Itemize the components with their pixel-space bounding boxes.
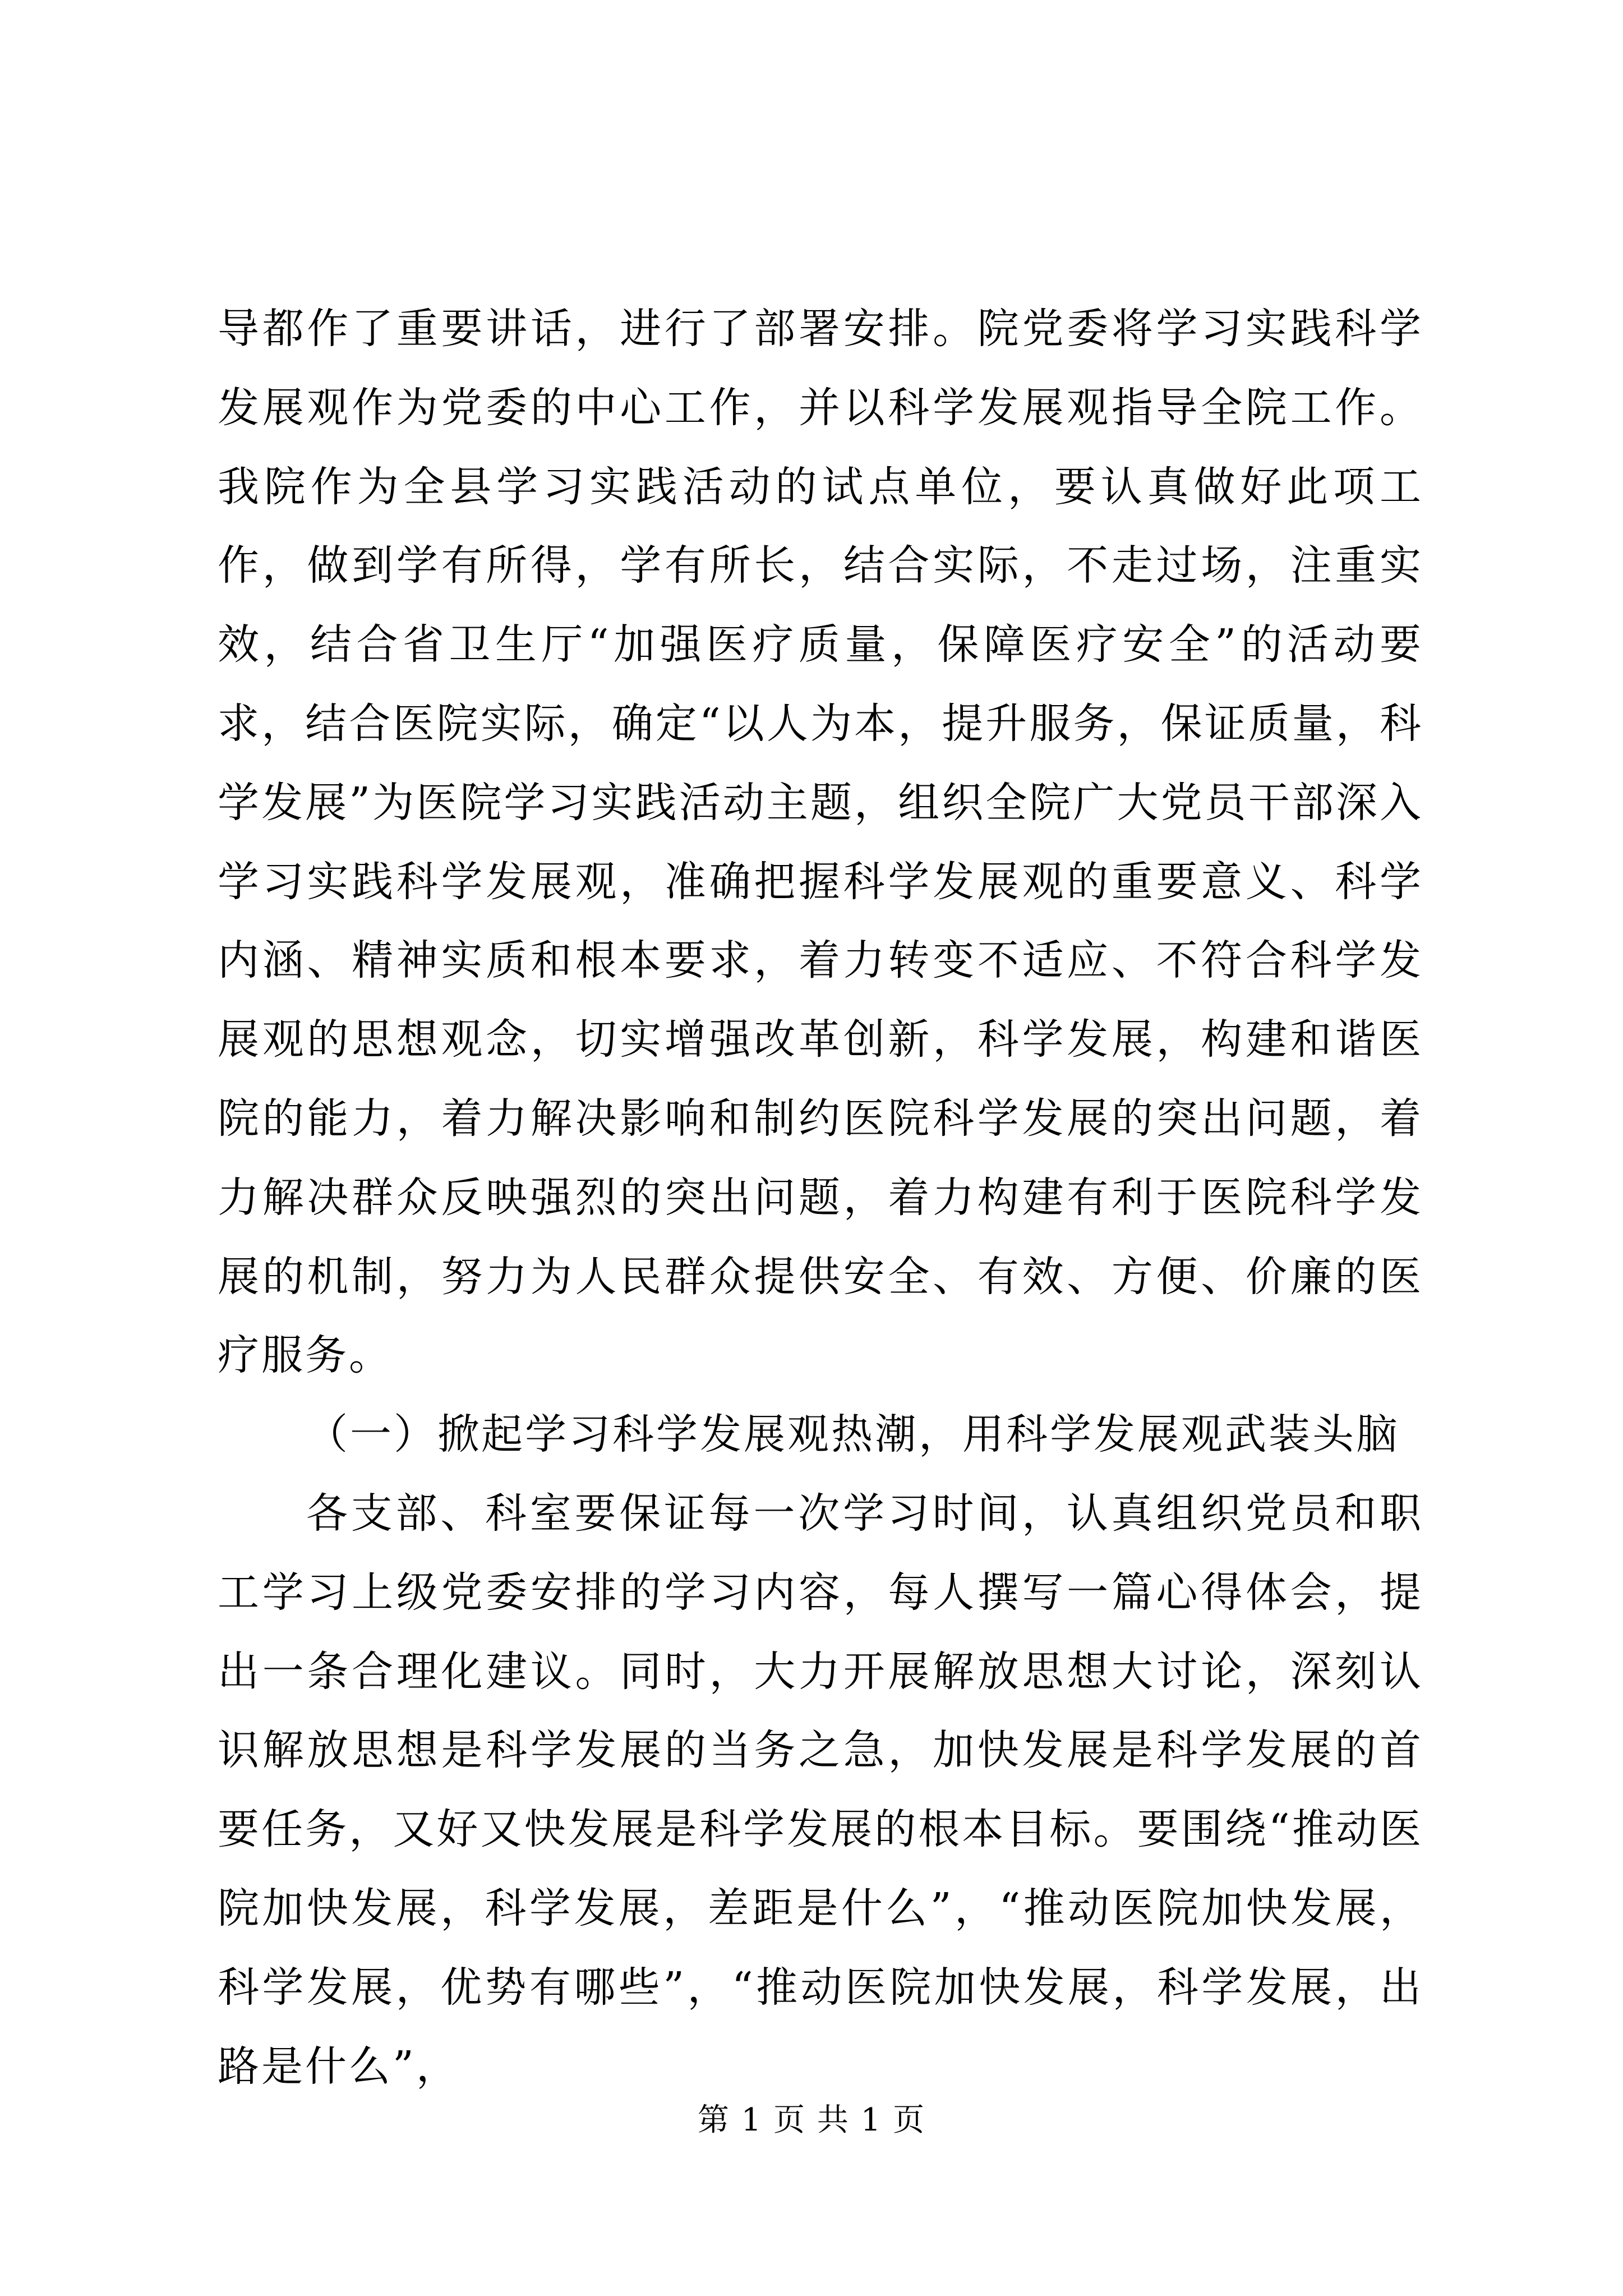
body-text	[218, 289, 1423, 2106]
paragraph: 各支部、科室要保证每一次学习时间，认真组织党员和职工学习上级党委安排的学习内容，每人撰写一篇心得体会，提出一条合理化建议。同时，大力开展解放思想大讨论，深刻认识解放思想是科学发展的当务之急，加快发展是科学发展的首要任务，又好又快发展是科学发展的根本目标。要围绕“推动医院加快发展，科学发展，差距是什么”，“推动医院加快发展，科学发展，优势有哪些”，“推动医院加快发展，科学发展，出路是什么”，	[218, 1489, 1423, 2091]
paragraph-continued: 导都作了重要讲话，进行了部署安排。院党委将学习实践科学发展观作为党委的中心工作，并以科学发展观指导全院工作。我院作为全县学习实践活动的试点单位，要认真做好此项工作，做到学有所得，学有所长，结合实际，不走过场，注重实效，结合省卫生厅“加强医疗质量，保障医疗安全”的活动要求，结合医院实际，确定“以人为本，提升服务，保证质量，科学发展”为医院学习实践活动主题，组织全院广大党员干部深入学习实践科学发展观，准确把握科学发展观的重要意义、科学内涵、精神实质和根本要求，着力转变不适应、不符合科学发展观的思想观念，切实增强改革创新，科学发展，构建和谐医院的能力，着力解决影响和制约医院科学发展的突出问题，着力解决群众反映强烈的突出问题，着力构建有利于医院科学发展的机制，努力为人民群众提供安全、有效、方便、价廉的医疗服务。	[218, 305, 1423, 1380]
page-footer: 第 1 页 共 1 页	[697, 2102, 926, 2138]
section-heading: （一）掀起学习科学发展观热潮，用科学发展观武装头脑	[306, 1410, 1400, 1459]
